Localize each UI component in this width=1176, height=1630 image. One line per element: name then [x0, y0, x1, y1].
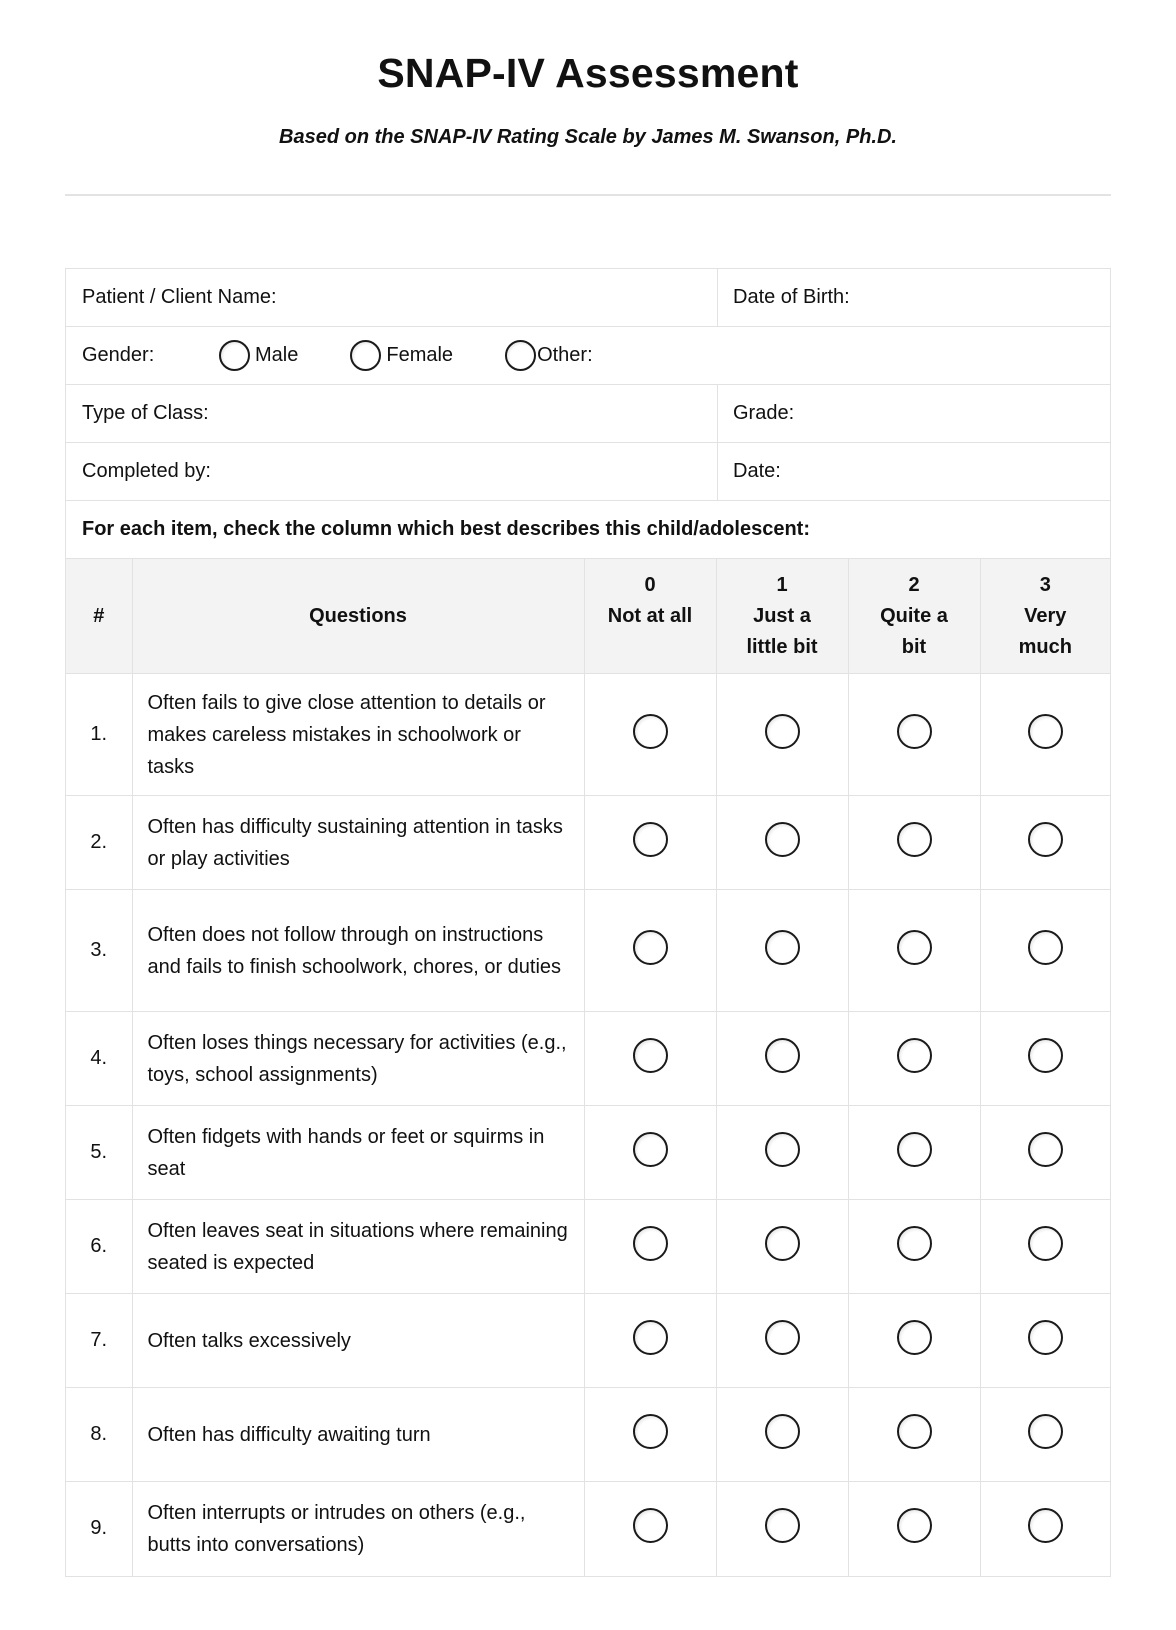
radio-button-rating-0[interactable]: [633, 714, 668, 749]
rating-cell-1[interactable]: [716, 1106, 848, 1200]
question-text: Often does not follow through on instructions and fails to finish schoolwork, chores, or duties: [132, 890, 584, 1012]
rating-cell-1[interactable]: [716, 1482, 848, 1576]
rating-cell-2[interactable]: [848, 1012, 980, 1106]
rating-cell-2[interactable]: [848, 1106, 980, 1200]
table-row: [66, 796, 1110, 890]
rating-cell-2[interactable]: [848, 890, 980, 1012]
rating-cell-0[interactable]: [584, 796, 716, 890]
radio-button-rating-1[interactable]: [765, 1132, 800, 1167]
radio-button-rating-3[interactable]: [1028, 1132, 1063, 1167]
header-rating-2: 2 Quite a bit: [848, 559, 980, 674]
radio-button-rating-2[interactable]: [897, 1414, 932, 1449]
rating-cell-2[interactable]: [848, 1200, 980, 1294]
radio-button-rating-2[interactable]: [897, 1320, 932, 1355]
question-number: 4.: [66, 1012, 132, 1106]
gender-label: Gender:: [82, 344, 155, 366]
rating-cell-0[interactable]: [584, 890, 716, 1012]
radio-button-female[interactable]: [350, 340, 381, 371]
question-number: 5.: [66, 1106, 132, 1200]
radio-button-rating-3[interactable]: [1028, 822, 1063, 857]
gender-option-female[interactable]: Female: [350, 340, 453, 371]
question-text: Often fails to give close attention to details or makes careless mistakes in schoolwork or tasks: [132, 674, 584, 796]
radio-button-rating-3[interactable]: [1028, 1320, 1063, 1355]
radio-button-other[interactable]: [505, 340, 536, 371]
radio-button-rating-2[interactable]: [897, 1226, 932, 1261]
gender-option-other[interactable]: Other:: [505, 340, 593, 371]
table-row: [66, 674, 1110, 796]
rating-cell-3[interactable]: [980, 1012, 1110, 1106]
page-title: SNAP-IV Assessment: [377, 50, 799, 96]
radio-button-rating-2[interactable]: [897, 714, 932, 749]
assessment-form: [65, 268, 1111, 1577]
radio-button-rating-0[interactable]: [633, 1038, 668, 1073]
header-questions: Questions: [132, 559, 584, 674]
gender-field: [66, 327, 1110, 384]
patient-name-label: Patient / Client Name:: [82, 286, 277, 308]
radio-button-rating-2[interactable]: [897, 1132, 932, 1167]
form-row-instructions: [66, 501, 1110, 559]
radio-button-rating-1[interactable]: [765, 714, 800, 749]
header-rating-0: 0 Not at all: [584, 559, 716, 674]
radio-button-rating-2[interactable]: [897, 1038, 932, 1073]
date-label: Date:: [733, 460, 781, 482]
completed-by-field[interactable]: [66, 443, 718, 500]
grade-label: Grade:: [733, 402, 795, 424]
patient-name-field[interactable]: [66, 269, 718, 326]
rating-cell-1[interactable]: [716, 1012, 848, 1106]
radio-button-rating-0[interactable]: [633, 1508, 668, 1543]
rating-cell-3[interactable]: [980, 890, 1110, 1012]
rating-cell-3[interactable]: [980, 674, 1110, 796]
rating-cell-3[interactable]: [980, 1482, 1110, 1576]
radio-button-male[interactable]: [219, 340, 250, 371]
rating-cell-0[interactable]: [584, 1012, 716, 1106]
rating-cell-2[interactable]: [848, 674, 980, 796]
question-number: 1.: [66, 674, 132, 796]
rating-cell-2[interactable]: [848, 1482, 980, 1576]
rating-cell-3[interactable]: [980, 1200, 1110, 1294]
radio-button-rating-3[interactable]: [1028, 1226, 1063, 1261]
radio-button-rating-0[interactable]: [633, 1132, 668, 1167]
table-header-row: [66, 559, 1110, 674]
radio-button-rating-3[interactable]: [1028, 714, 1063, 749]
rating-cell-3[interactable]: [980, 1294, 1110, 1388]
radio-button-rating-1[interactable]: [765, 1508, 800, 1543]
table-row: [66, 1388, 1110, 1482]
page-subtitle: Based on the SNAP-IV Rating Scale by James M. Swanson, Ph.D.: [279, 126, 897, 148]
class-type-field[interactable]: [66, 385, 718, 442]
radio-button-rating-2[interactable]: [897, 930, 932, 965]
radio-button-rating-1[interactable]: [765, 1320, 800, 1355]
rating-cell-3[interactable]: [980, 796, 1110, 890]
header-rating-1: 1 Just a little bit: [716, 559, 848, 674]
question-number: 8.: [66, 1388, 132, 1482]
rating-cell-1[interactable]: [716, 1388, 848, 1482]
table-row: [66, 1012, 1110, 1106]
rating-cell-1[interactable]: [716, 890, 848, 1012]
radio-button-rating-1[interactable]: [765, 1414, 800, 1449]
form-row-gender: [66, 327, 1110, 385]
header-rating-3: 3 Very much: [980, 559, 1110, 674]
class-type-label: Type of Class:: [82, 402, 209, 424]
question-text: Often interrupts or intrudes on others (e.g., butts into conversations): [132, 1482, 584, 1576]
radio-button-rating-0[interactable]: [633, 1226, 668, 1261]
rating-cell-3[interactable]: [980, 1106, 1110, 1200]
question-text: Often leaves seat in situations where remaining seated is expected: [132, 1200, 584, 1294]
radio-button-rating-0[interactable]: [633, 1320, 668, 1355]
date-field[interactable]: [718, 443, 1110, 500]
rating-cell-1[interactable]: [716, 1200, 848, 1294]
table-row: [66, 1106, 1110, 1200]
table-row: [66, 1482, 1110, 1576]
gender-option-male[interactable]: Male: [219, 340, 298, 371]
instructions-text: For each item, check the column which best describes this child/adolescent:: [82, 518, 810, 540]
question-text: Often has difficulty awaiting turn: [132, 1388, 584, 1482]
question-number: 6.: [66, 1200, 132, 1294]
rating-cell-3[interactable]: [980, 1388, 1110, 1482]
radio-button-rating-3[interactable]: [1028, 1414, 1063, 1449]
question-text: Often talks excessively: [132, 1294, 584, 1388]
rating-cell-1[interactable]: [716, 1294, 848, 1388]
question-text: Often has difficulty sustaining attention in tasks or play activities: [132, 796, 584, 890]
table-row: [66, 1294, 1110, 1388]
rating-cell-0[interactable]: [584, 1294, 716, 1388]
completed-by-label: Completed by:: [82, 460, 211, 482]
rating-cell-0[interactable]: [584, 1200, 716, 1294]
header-divider: [65, 194, 1111, 196]
questions-table: [66, 559, 1110, 1576]
radio-button-rating-1[interactable]: [765, 822, 800, 857]
dob-field[interactable]: [718, 269, 1110, 326]
rating-cell-1[interactable]: [716, 674, 848, 796]
rating-cell-0[interactable]: [584, 1106, 716, 1200]
form-row-completed: [66, 443, 1110, 501]
question-number: 3.: [66, 890, 132, 1012]
radio-button-rating-0[interactable]: [633, 822, 668, 857]
rating-cell-0[interactable]: [584, 1388, 716, 1482]
radio-button-rating-1[interactable]: [765, 1226, 800, 1261]
rating-cell-0[interactable]: [584, 674, 716, 796]
radio-button-rating-3[interactable]: [1028, 1508, 1063, 1543]
form-row-name: [66, 269, 1110, 327]
form-row-class: [66, 385, 1110, 443]
header-num: #: [66, 559, 132, 674]
rating-cell-2[interactable]: [848, 1294, 980, 1388]
question-text: Often loses things necessary for activities (e.g., toys, school assignments): [132, 1012, 584, 1106]
radio-button-rating-1[interactable]: [765, 1038, 800, 1073]
rating-cell-1[interactable]: [716, 796, 848, 890]
table-row: [66, 890, 1110, 1012]
radio-button-rating-3[interactable]: [1028, 930, 1063, 965]
grade-field[interactable]: [718, 385, 1110, 442]
question-text: Often fidgets with hands or feet or squirms in seat: [132, 1106, 584, 1200]
dob-label: Date of Birth:: [733, 286, 850, 308]
question-number: 2.: [66, 796, 132, 890]
radio-button-rating-2[interactable]: [897, 1508, 932, 1543]
radio-button-rating-1[interactable]: [765, 930, 800, 965]
radio-button-rating-0[interactable]: [633, 930, 668, 965]
radio-button-rating-2[interactable]: [897, 822, 932, 857]
radio-button-rating-0[interactable]: [633, 1414, 668, 1449]
rating-cell-2[interactable]: [848, 796, 980, 890]
radio-button-rating-3[interactable]: [1028, 1038, 1063, 1073]
rating-cell-0[interactable]: [584, 1482, 716, 1576]
rating-cell-2[interactable]: [848, 1388, 980, 1482]
question-number: 7.: [66, 1294, 132, 1388]
question-number: 9.: [66, 1482, 132, 1576]
table-row: [66, 1200, 1110, 1294]
